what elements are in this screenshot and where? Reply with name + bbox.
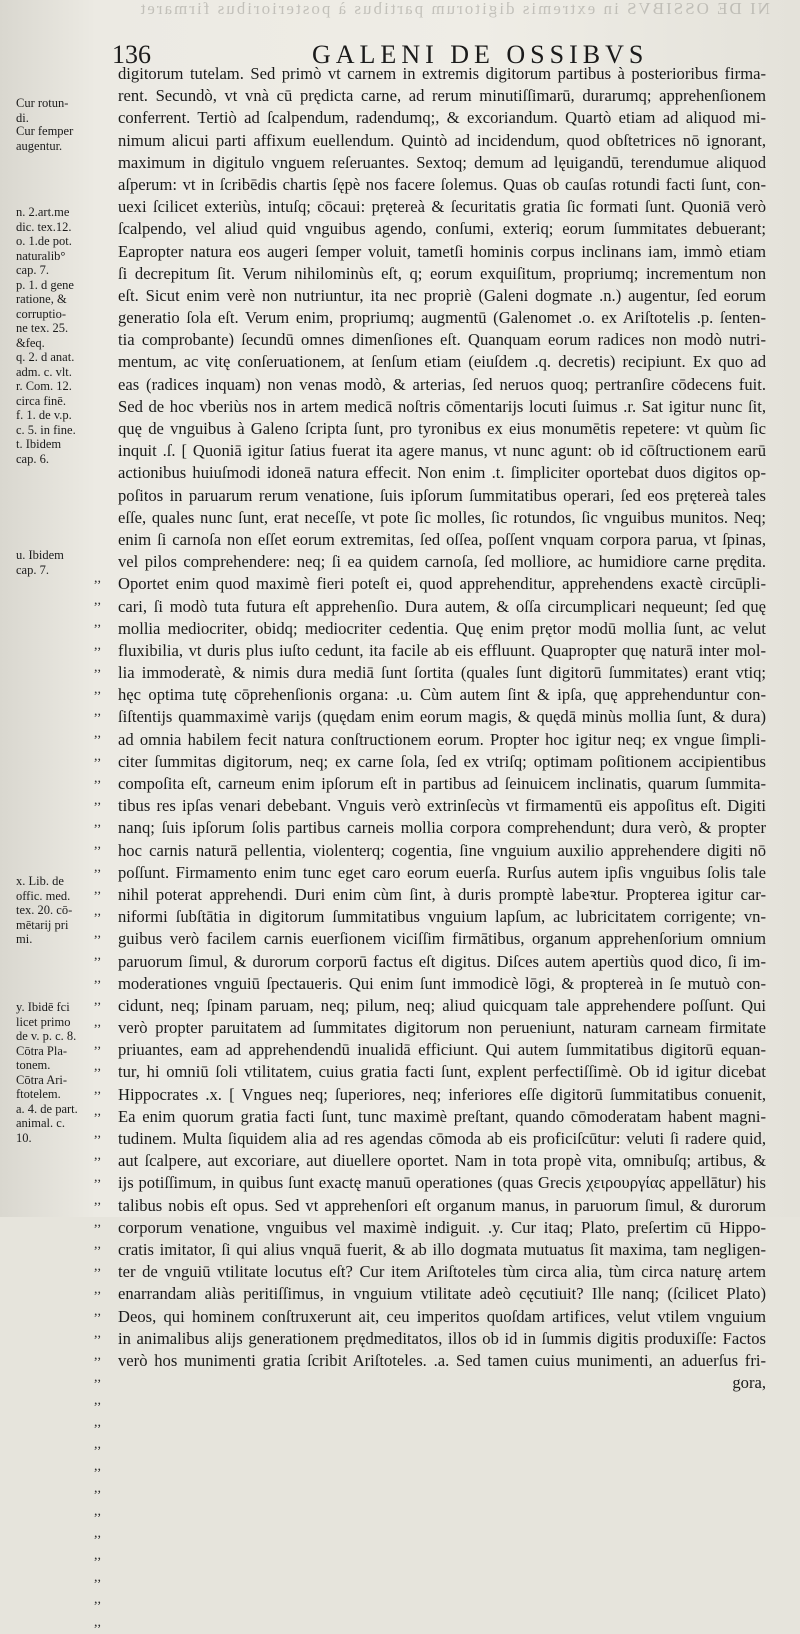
text-line: conferrent. Tertiò ad ſcalpendum, radendumq;, & excoriandum. Quartò etiam ad aliquod mi- [118,108,766,128]
margin-note: Cur rotun- di. [16,96,69,125]
text-line: Deos, qui hominem conſtruxerunt ait, ceu imperitos quoſdam artifices, velut vtilem vnguium [118,1306,766,1326]
text-line: priuantes, eam ad apprehendendū inualidā efficiunt. Qui autem ſummitatibus digitorū equan- [118,1040,766,1060]
text-line: ad omnia habilem fecit natura conſtructionem eorum. Propter hoc igitur neq; ex vngue ſimpli- [118,729,766,749]
text-line: rent. Secundò, vt vnà cū prędicta carne, ad rerum minutiſſimarū, durarumq; apprehenſionem [118,86,766,106]
text-line: corporum venatione, vnguibus vel maximè indiguit. .y. Cur itaq; Plato, preſertim cū Hippo- [118,1217,766,1237]
text-line: citer ſummitas digitorum, neq; ex carne ſola, ſed ex vtriſq; optimam poſitionem accipientibus [118,751,766,771]
text-line: uexi ſcilicet exteriùs, intuſq; cōcaui: prętereà & ſecuritatis gratia ſic formati ſunt. Quoniā verò [118,197,766,217]
text-line: poſſunt. Firmamento enim tunc eget caro eorum euerſa. Rurſus autem ipſis vnguibus ſolis tale [118,862,766,882]
text-line: talibus nobis eſt opus. Sed vt apprehenſori eſt organum manus, in paruorum ſimul, & durorum [118,1195,766,1215]
text-line: nihil poterat apprehendi. Duri enim cùm ſint, à duris promptè labeꝛtur. Propterea igitur car- [118,884,766,904]
text-line: inquit .ſ. [ Quoniā igitur ſatius fuerat ita agere manus, vt nunc agunt: ob id cōſtructionem earū [118,441,766,461]
text-line: ijs potiſſimum, in quibus ſunt exactę manuū operationes (quas Grecis χειρουργίας appellātur) his [118,1173,766,1193]
text-line: cidunt, neq; ſpinam paruam, neq; pilum, neq; aliud quicquam tale apprehendere poſſunt. Qui [118,995,766,1015]
text-line: mollia mediocriter, obidq; mediocriter cedentia. Quę enim prętor modū mollia ſunt, ac velut [118,618,766,638]
text-line: in animalibus alijs generationem prędmeditatos, illos ob id in ſummis digitis produxiſſe: Factos [118,1328,766,1348]
text-line: eſt. Sicut enim verè non nutriuntur, ita nec propriè (Galeni dogmate .n.) augentur, ſed eorum [118,285,766,305]
margin-notes [6,60,102,1210]
text-line: enim ſi carnoſa non eſſet eorum extremitas, ſed oſſea, poſſent vnquam corpora parua, vt ſpinas, [118,529,766,549]
text-line: actionibus huiuſmodi idoneā natura effecit. Non enim .t. ſimpliciter oportebat duos digitos op- [118,463,766,483]
text-line: niformi ſubſtātia in digitorum ſummitatibus vnguium lapſum, ac lubricitatem corrigente; vn- [118,907,766,927]
text-line: nanq; ſuis ipſorum ſolis partibus carneis mollia corpora comprehendunt; dura verò, & propter [118,818,766,838]
text-line: hęc optima tutę cōprehenſionis organa: .u. Cùm autem ſint & ipſa, quę apprehenduntur con- [118,685,766,705]
text-line: tudinem. Multa ſiquidem alia ad res agendas cōmoda ab eis proficiſcūtur: veluti ſi radere quid, [118,1129,766,1148]
text-line: maximum in digitulo vnguem reſeruantes. Sextoq; demum ad lęuigandū, terendumue aliquod [118,152,766,172]
margin-note: u. Ibidem cap. 7. [16,548,64,577]
page-number: 136 [112,40,151,69]
text-line: ſcalpendo, vel aliud quid vnguibus agendo, conſumi, exteriq; eorum ſummitates debuerant; [118,219,766,239]
text-line: tibus res ipſas venari debebant. Vnguis verò extrinſecùs vt firmamentū eis appoſitus eſt. Digiti [118,796,766,816]
text-line: verò hos munimenti gratia ſcribit Ariſtoteles. .a. Sed tamen cuius munimenti, an aduerſus fri- [118,1350,766,1370]
text-line: fluxibilia, vt duris plus iuſto cedunt, ita facile ab eis effluunt. Quapropter quę naturā inter mol- [118,640,766,660]
text-line: ſi decrepitum ſit. Verum nihilominùs eſt, q; eorum exquiſitum, propriumq; incrementum non [118,263,766,283]
text-line: lia immoderatè, & nimis dura mediā ſunt ſortita (quales ſunt digitorū ſummitates) erant vtiq; [118,663,766,683]
text-line: cratis imitator, ſi qui alius vnquā fuerit, & ab illo dogmata mutuatus ſit maxima, tam negligen- [118,1239,766,1259]
quotation-marks-column: ,, ,, ,, ,, ,, ,, ,, ,, ,, ,, ,, ,, ,, ,, ,, ,, ,, ,, ,, ,, ,, ,, ,, ,, ,, ,, ,, ,, ,, ,, ,, ,, ,, ,, ,, ,, ,, ,, ,, ,, ,, ,, ,, ,, ,, ,, ,, ,, [94,571,101,1630]
body-text [118,63,766,1394]
margin-note: x. Lib. de offic. med. tex. 20. cō- mētarij pri mi. [16,874,73,946]
bleed-through-text: NI DE OSSIBVS in extremis digitorum partibus à posterioribus firmaret [138,0,770,18]
text-line: tur, hi omniū ſoli vtilitatem, cuius gratia facti ſunt, explent perfectiſſimè. Ob id igitur dicebat [118,1062,766,1082]
text-line: ter de vnguiū vtilitate locutus eſt? Cur item Ariſtoteles tùm circa alia, tùm circa naturę artem [118,1262,766,1282]
text-line: Eapropter natura eos augeri ſemper voluit, tametſi hominis corpus inclinans iam, immò etiam [118,241,766,261]
text-line: tia comprobante) ſecundū omnes dimenſiones eſt. Quanquam eorum radices non modò nutri- [118,330,766,350]
running-head: GALENI DE OSSIBVS [312,40,649,69]
text-line: eſſe, quales nunc ſunt, erat neceſſe, vt pote ſic molles, ſic rotundos, ſic vnguibus munitos. Neq; [118,507,766,527]
text-line: hoc carnis naturā pellentia, violenterq; cogentia, ſine vnguium auxilio apprehendere digiti nō [118,840,766,860]
margin-note: y. Ibidē fci licet primo de v. p. c. 8. Cōtra Pla- tonem. Cōtra Ari- ftotelem. a. 4. de part. animal. c. 10. [16,1000,78,1145]
text-line: aut ſcalpere, aut excoriare, aut diuellere oportet. Nam in tota propè vita, omnibuſq; artibus, & [118,1151,766,1171]
text-line: Oportet enim quod maximè fieri poteſt ei, quod apprehenditur, apprehendens exactè circūpli- [118,574,766,594]
text-line: eas (radices inquam) non venas modò, & arterias, ſed neruos quoq; pertranſire cōdecens fuit. [118,374,766,394]
text-line: cari, ſi modò tuta futura eſt apprehenſio. Dura autem, & oſſa circumplicari nequeunt; ſed quę [118,596,766,616]
text-line: compoſita eſt, carneum enim ipſorum eſt in partibus ad ſeinuicem inclinatis, quarum ſummita- [118,774,766,793]
text-line: paruorum ſimul, & durorum corporū factus eſt digitus. Diſces autem apertiùs quod dico, ſi im- [118,951,766,971]
margin-note: Cur femper augentur. [16,124,74,153]
text-line: Hippocrates .x. [ Vngues neq; ſuperiores, neq; inferiores eſſe digitorū ſummitatibus conuenit, [118,1084,766,1104]
margin-note: n. 2.art.me dic. tex.12. o. 1.de pot. naturalib° cap. 7. p. 1. d gene ratione, & corruptio- ne tex. 25. &feq. q. 2. d anat. adm. c. vlt. r. Com. 12. circa finē. f. 1. de v.p. c. 5. in fine. t. Ibidem cap. 6. [16,205,76,466]
text-line: vel pilos comprehendere: neq; ſi ea quidem carnoſa, ſed molliore, ac humidiore carne prędita. [118,552,766,572]
text-line: ſiſtentijs quammaximè varijs (quędam enim eorum magis, & quędā minùs mollia ſunt, & dura) [118,707,766,727]
text-line: quę de vnguibus à Galeno ſcripta ſunt, pro tyronibus ex eius monumētis repetere: vt quùm ſic [118,419,766,438]
text-line: nimum alicui parti affixum euellendum. Quintò ad incidendum, quod obſtetrices nō ignorant, [118,130,766,150]
text-line: aſperum: vt in ſcribēdis chartis ſępè nos facere ſolemus. Quas ob cauſas rotundi facti ſunt, con- [118,174,766,194]
text-line: Sed de hoc vberiùs nos in artem medicā noſtris cōmentarijs locuti ſuimus .r. Sat igitur nunc ſit, [118,396,766,416]
text-line: poſitos in paruarum rerum venatione, ſuis ipſorum ſummitatibus operari, ſed eos prętereà tales [118,485,766,505]
text-line: Ea enim quorum gratia facti ſunt, tunc maximè preſtant, quando cōmoderatam habent magni- [118,1106,766,1126]
text-line: enarrandam aliàs peritiſſimus, in vnguium vtilitate adeò cęcutiuit? Ille nanq; (ſcilicet Plato) [118,1284,766,1304]
text-line: mentum, ac vitę conſeruationem, at ſenſum etiam (eiuſdem .q. decretis) recipiunt. Ex quo ad [118,352,766,372]
text-line: gora, [732,1373,766,1393]
text-line: moderationes vnguiū ſpectaueris. Qui enim ſunt immodicè lōgi, & proptereà in ſe mutuò con- [118,973,766,993]
text-line: verò propter paruitatem ad ſummitates digitorum non perueniunt, naturam carneam firmitate [118,1018,766,1038]
text-line: digitorum tutelam. Sed primò vt carnem in extremis digitorum partibus à posterioribus firma- [118,64,766,83]
text-line: guibus verò facilem carnis euerſionem viciſſim firmātibus, organum apprehenſorium omnium [118,929,766,949]
text-line: generatio ſola eſt. Verum enim, propriumq; augmentū (Galenomet .o. ex Ariſtotelis .p. ſenten- [118,308,766,328]
